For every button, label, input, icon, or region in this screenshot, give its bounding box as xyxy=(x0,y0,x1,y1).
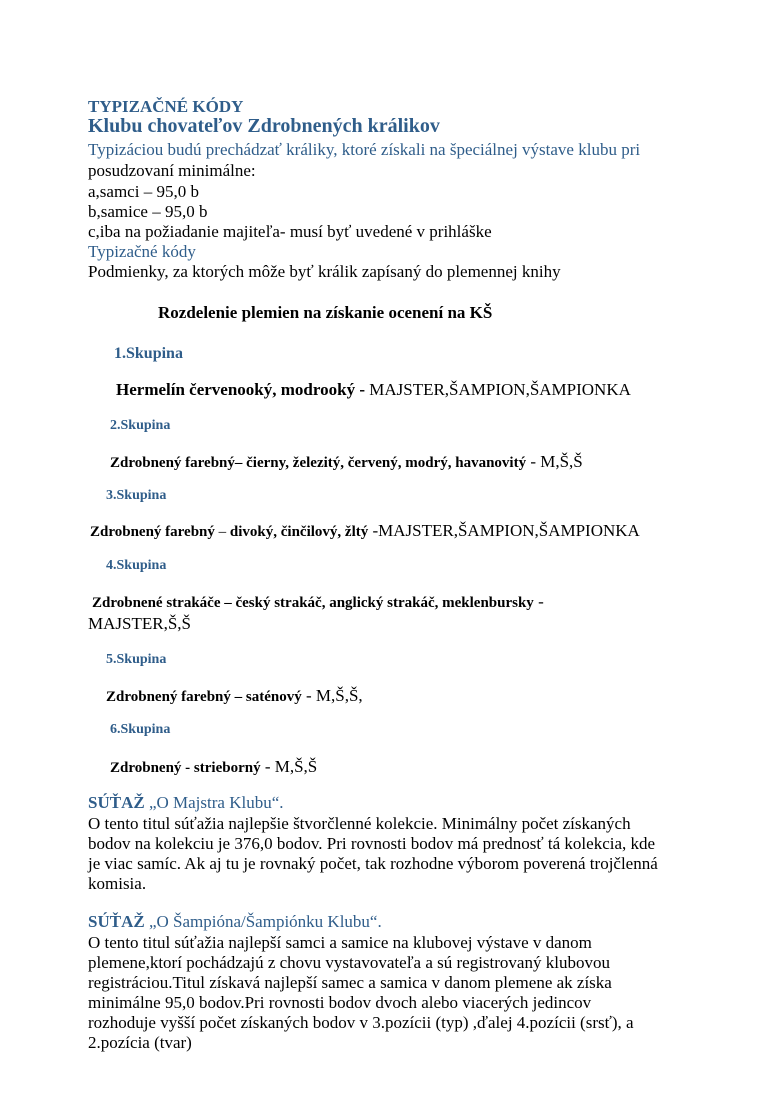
group-5-awards: - M,Š,Š, xyxy=(301,686,363,705)
document-subtitle: Klubu chovateľov Zdrobnených králikov xyxy=(88,115,440,137)
contest-2-body xyxy=(88,933,634,1053)
section-title: Rozdelenie plemien na získanie ocenení na KŠ xyxy=(158,303,493,322)
group-4-entry xyxy=(92,592,544,612)
group-4-awards-line-1: - xyxy=(533,592,544,611)
group-5-breeds: Zdrobnený farebný – saténový xyxy=(106,689,302,705)
group-6-breeds: Zdrobnený - strieborný xyxy=(110,760,261,776)
group-4-breeds: Zdrobnené strakáče – český strakáč, anglický strakáč, meklenbursky xyxy=(92,595,534,611)
criterion-a: a,samci – 95,0 b xyxy=(88,182,199,201)
contest-2-heading-rest: „O Šampióna/Šampiónku Klubu“. xyxy=(144,912,382,931)
contest-2-heading-bold: SÚŤAŽ xyxy=(88,912,145,931)
group-3-awards: -MAJSTER,ŠAMPION,ŠAMPIONKA xyxy=(368,521,640,540)
contest-2-line: O tento titul súťažia najlepší samci a samice na klubovej výstave v danom xyxy=(88,933,592,952)
conditions-text: Podmienky, za ktorých môže byť králik zapísaný do plemennej knihy xyxy=(88,262,561,281)
group-6-entry xyxy=(110,757,317,777)
intro-line-2: posudzovaní minimálne: xyxy=(88,161,256,180)
group-2-label: 2.Skupina xyxy=(110,418,171,433)
contest-2-line: registráciou.Titul získavá najlepší samec a samica v danom plemene ak získa xyxy=(88,973,612,992)
contest-1-body xyxy=(88,814,658,894)
contest-1-heading-rest: „O Majstra Klubu“. xyxy=(144,793,284,812)
group-2-awards: - M,Š,Š xyxy=(526,452,583,471)
group-2-breeds: Zdrobnený farebný– čierny, železitý, červený, modrý, havanovitý xyxy=(110,455,527,471)
contest-1-line: O tento titul súťažia najlepšie štvorčlenné kolekcie. Minimálny počet získaných xyxy=(88,814,631,833)
group-5-label: 5.Skupina xyxy=(106,652,167,667)
group-3-dash: – xyxy=(214,524,230,540)
contest-2-line: plemene,ktorí pochádzajú z chovu vystavovateľa a sú registrovaný klubovou xyxy=(88,953,610,972)
group-6-awards: - M,Š,Š xyxy=(260,757,318,776)
document-title: TYPIZAČNÉ KÓDY xyxy=(88,97,244,116)
group-4-label: 4.Skupina xyxy=(106,558,167,573)
group-1-entry xyxy=(116,380,631,400)
contest-1-heading-bold: SÚŤAŽ xyxy=(88,793,145,812)
group-2-entry xyxy=(110,452,583,472)
intro-line-1: Typizáciou budú prechádzať králiky, ktoré získali na špeciálnej výstave klubu pri xyxy=(88,140,641,159)
codes-heading: Typizačné kódy xyxy=(88,242,196,261)
criterion-b: b,samice – 95,0 b xyxy=(88,202,208,221)
group-5-entry xyxy=(106,686,363,706)
contest-2-heading xyxy=(88,912,382,932)
group-1-label: 1.Skupina xyxy=(114,345,183,362)
contest-1-line: komisia. xyxy=(88,874,147,893)
criterion-c: c,iba na požiadanie majiteľa- musí byť uvedené v prihláške xyxy=(88,222,492,241)
group-3-label: 3.Skupina xyxy=(106,488,167,503)
contest-1-heading xyxy=(88,793,284,813)
group-3-entry xyxy=(90,521,640,541)
contest-2-line: rozhoduje vyšší počet získaných bodov v 3.pozícii (typ) ,ďalej 4.pozícii (srsť), a xyxy=(88,1013,634,1032)
group-1-awards: MAJSTER,ŠAMPION,ŠAMPIONKA xyxy=(369,380,631,399)
contest-2-line: 2.pozícia (tvar) xyxy=(88,1033,192,1052)
group-6-label: 6.Skupina xyxy=(110,722,171,737)
contest-2-line: minimálne 95,0 bodov.Pri rovnosti bodov dvoch alebo viacerých jedincov xyxy=(88,993,592,1012)
contest-1-line: bodov na kolekciu je 376,0 bodov. Pri rovnosti bodov má prednosť tá kolekcia, kde xyxy=(88,834,656,853)
contest-1-line: je viac samíc. Ak aj tu je rovnaký počet, tak rozhodne výborom poverená trojčlenná xyxy=(88,854,658,873)
group-1-breeds: Hermelín červenooký, modrooký - xyxy=(116,380,370,399)
group-4-awards-line-2: MAJSTER,Š,Š xyxy=(88,614,191,633)
group-3-breeds: Zdrobnený farebný xyxy=(90,524,215,540)
group-3-breeds-2: divoký, činčilový, žltý xyxy=(229,524,369,540)
